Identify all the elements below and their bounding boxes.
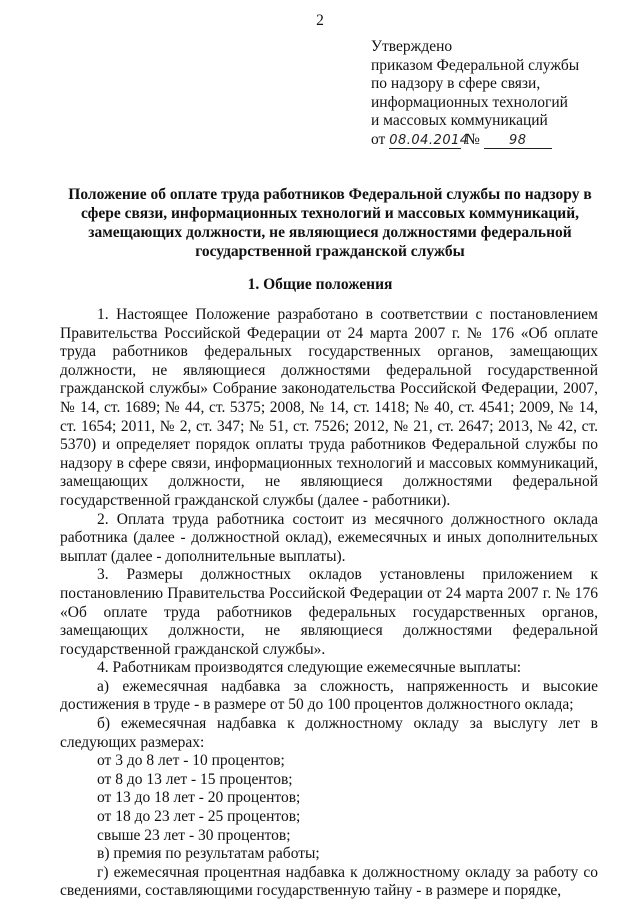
paragraph: г) ежемесячная процентная надбавка к должностному окладу за работу со сведениями, составляющими государственную тайну - в размере и порядке, — [60, 863, 598, 900]
paragraph: 4. Работникам производятся следующие ежемесячные выплаты: — [97, 659, 522, 677]
page-number: 2 — [316, 12, 324, 29]
section-title: 1. Общие положения — [247, 276, 393, 293]
list-item: от 8 до 13 лет - 15 процентов; — [97, 770, 293, 788]
list-item: свыше 23 лет - 30 процентов; — [97, 826, 291, 844]
approval-line: Утверждено — [371, 38, 453, 55]
list-item: от 18 до 23 лет - 25 процентов; — [97, 808, 301, 826]
approval-date-line — [371, 131, 621, 150]
list-item: от 13 до 18 лет - 20 процентов; — [97, 789, 301, 807]
list-item: в) премия по результатам работы; — [97, 845, 320, 863]
document-body — [60, 306, 598, 901]
handwritten-number: 98 — [484, 133, 552, 149]
paragraph: а) ежемесячная надбавка за сложность, напряженность и высокие достижения в труде - в размере от 50 до 100 процентов должностного оклада; — [60, 677, 598, 714]
approval-line: информационных технологий — [371, 93, 568, 111]
approval-line: приказом Федеральной службы — [371, 56, 580, 74]
paragraph: 1. Настоящее Положение разработано в соответствии с постановлением Правительства Российской Федерации от 24 марта 2007 г. № 176 «Об оплате труда работников федеральных государственных органов, замещающих должности, не являющиеся должностями федеральной государственной гражданской службы» Собрание законодательства Российской Федерации, 2007, № 14, ст. 1689; № 44, ст. 5375; 2008, № 14, ст. 1418; № 40, ст. 4541; 2009, № 14, ст. 1654; 2011, № 2, ст. 347; № 51, ст. 7526; 2012, № 21, ст. 2647; 2013, № 42, ст. 5370) и определяет порядок оплаты труда работников Федеральной службы по надзору в сфере связи, информационных технологий и массовых коммуникаций, замещающих должности, не являющиеся должностями федеральной государственной гражданской службы (далее - работники). — [60, 306, 598, 509]
document-title: Положение об оплате труда работников Федеральной службы по надзору в сфере связи, информационных технологий и массовых коммуникаций, замещающих должности, не являющиеся должностями федеральной государственной гражданской службы — [68, 186, 592, 260]
paragraph: 2. Оплата труда работника состоит из месячного должностного оклада работника (далее - должностной оклад), ежемесячных и иных дополнительных выплат (далее - дополнительные выплаты). — [60, 510, 598, 565]
paragraph: 3. Размеры должностных окладов установлены приложением к постановлению Правительства Российской Федерации от 24 марта 2007 г. № 176 «Об оплате труда работников федеральных государственных органов, замещающих должности, не являющиеся должностями федеральной государственной гражданской службы». — [60, 566, 598, 658]
approval-line: по надзору в сфере связи, — [371, 75, 541, 93]
number-label: № — [465, 130, 480, 148]
approval-block — [371, 38, 621, 150]
paragraph: б) ежемесячная надбавка к должностному окладу за выслугу лет в следующих размерах: — [60, 715, 598, 751]
handwritten-date: 08.04.2014 — [389, 132, 469, 148]
list-item: от 3 до 8 лет - 10 процентов; — [97, 752, 285, 770]
approval-line: и массовых коммуникаций — [371, 112, 548, 130]
from-label: от — [371, 130, 386, 148]
